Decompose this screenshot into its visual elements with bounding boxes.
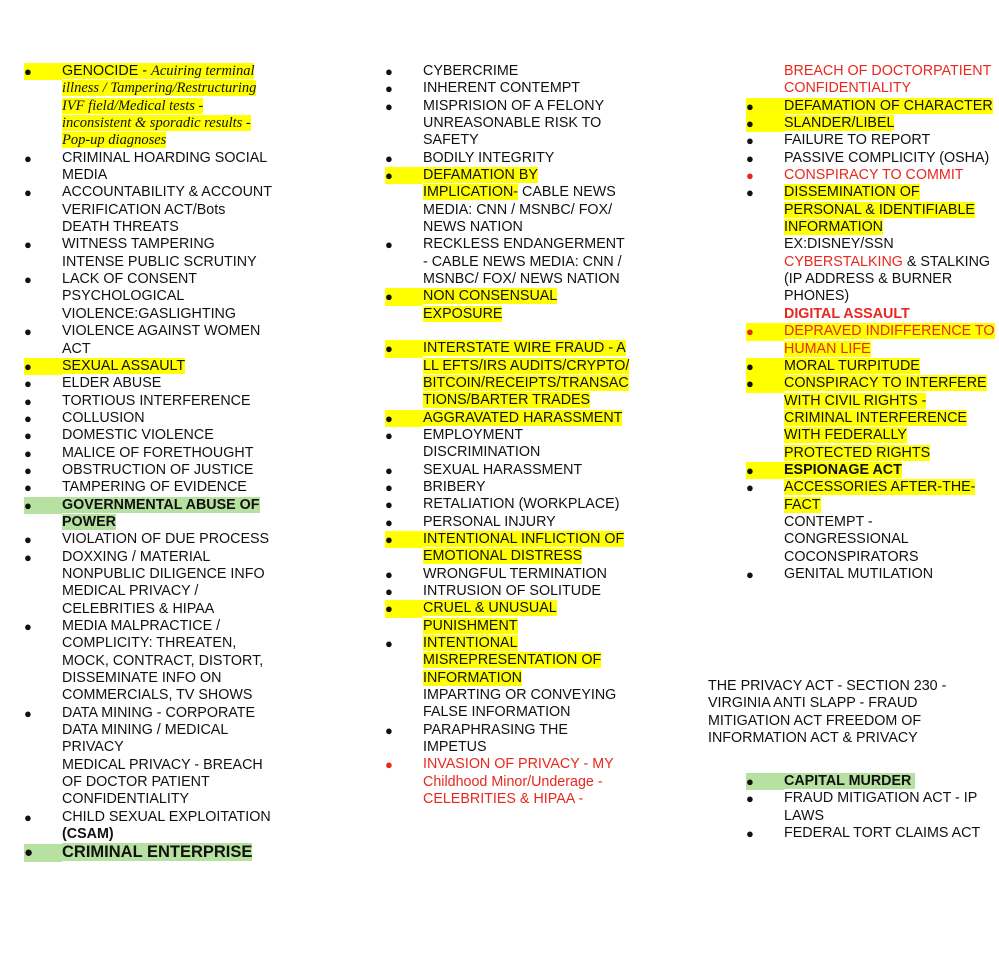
list-item-text: LACK OF CONSENT PSYCHOLOGICAL VIOLENCE:GASLIGHTING [62,271,236,322]
list-item-text: INTERSTATE WIRE FRAUD - ALL EFTS/IRS AUDITS/CRYPTO/BITCOIN/RECEIPTS/TRANSACTIONS/BARTER TRADES [423,340,630,409]
bullet: ● [24,844,62,861]
list-item-text: BREACH OF DOCTORPATIENT CONFIDENTIALITY [784,63,992,97]
list-item-text: BRIBERY [423,478,486,495]
bullet: ● [385,150,393,166]
list-item [746,150,996,167]
list-item-text: CABLE NEWS MEDIA: CNN / MSNBC/ FOX/ NEWS NATION [423,184,616,236]
bullet: ● [24,272,32,288]
list-item-text: CYBERCRIME [423,63,519,79]
privacy-act-paragraph: THE PRIVACY ACT - SECTION 230 - VIRGINIA ANTI SLAPP - FRAUD MITIGATION ACT FREEDOM OF INFORMATION ACT & PRIVACY [708,678,947,747]
list-item [385,150,630,167]
bullet: ● [385,600,423,617]
list-item-text: CONSPIRACY TO INTERFERE WITH CIVIL RIGHTS - CRIMINAL INTERFERENCE WITH FEDERALLY PROTECTED RIGHTS [784,375,987,461]
list-item-text: PERSONAL INJURY [423,513,556,530]
list-item-text: CHILD SEXUAL EXPLOITATION [62,808,271,825]
csam-label: (CSAM) [62,826,114,843]
list-item-continuation [24,583,274,618]
bullet: ● [24,705,32,721]
list-item [385,462,630,479]
list-item [24,150,274,185]
list-item [24,375,274,392]
bullet: ● [24,480,32,496]
list-item-non-consensual [385,288,630,323]
list-item [385,479,630,496]
list-item [24,427,274,444]
bullet: ● [746,185,754,201]
bullet: ● [746,773,784,790]
list-item [746,790,996,825]
list-item-criminal-enterprise [24,844,274,862]
list-item-text: INTENTIONAL INFLICTION OF EMOTIONAL DISTRESS [423,530,625,565]
bullet: ● [746,375,784,392]
bullet: ● [385,81,393,97]
bullet: ● [24,497,62,514]
list-item-text: BODILY INTEGRITY [423,149,555,166]
column-3-bottom [746,773,996,842]
column-3 [746,63,996,583]
list-item [24,410,274,427]
list-item [385,427,630,462]
bullet: ● [24,393,32,409]
bullet: ● [385,479,393,495]
list-item-text: INHERENT CONTEMPT [423,80,581,97]
bullet: ● [24,549,32,565]
list-item [385,63,630,80]
list-item-text: FAILURE TO REPORT [784,132,931,149]
list-item-text: OBSTRUCTION OF JUSTICE [62,461,254,478]
bullet: ● [746,98,784,115]
list-item-conspiracy-commit [746,167,996,184]
list-item-text: EMPLOYMENT DISCRIMINATION [423,426,541,461]
bullet: ● [385,583,393,599]
list-item-text: & STALKING (IP ADDRESS & BURNER PHONES) [784,253,991,305]
list-item-text: RETALIATION (WORKPLACE) [423,496,620,513]
list-item-text: NON CONSENSUAL EXPOSURE [423,288,558,322]
list-item-text: ELDER ABUSE [62,375,162,392]
list-item-text: EX:DISNEY/SSN [784,236,894,253]
bullet: ● [746,133,754,149]
list-item-invasion [385,756,630,808]
spacer [385,323,630,340]
bullet: ● [24,428,32,444]
list-item-text: TAMPERING OF EVIDENCE [62,479,247,496]
genocide-description: Acuiring terminal illness / Tampering/Restructuring IVF field/Medical tests - inconsistent & sporadic results - Pop-up diagnoses [62,63,257,149]
list-item-text: INTRUSION OF SOLITUDE [423,582,601,599]
bullet: ● [746,826,754,842]
bullet: ● [385,566,393,582]
digital-assault-text: DIGITAL ASSAULT [784,305,910,322]
list-item-aggravated [385,410,630,427]
list-item-wire-fraud [385,340,630,409]
bullet: ● [746,168,754,184]
list-item-text: SEXUAL ASSAULT [62,357,186,374]
list-item-text: AGGRAVATED HARASSMENT [423,409,623,426]
list-item-dissemination [746,184,996,236]
list-item-defamation-character [746,98,996,115]
list-item-text: MEDIA MALPRACTICE / COMPLICITY: THREATEN, MOCK, CONTRACT, DISTORT, DISSEMINATE INFO ON COMMERCIALS, TV SHOWS [62,618,264,704]
list-item-text: ESPIONAGE ACT [784,461,902,478]
list-item-text: SLANDER/LIBEL [784,115,895,132]
bullet: ● [385,636,393,651]
list-item-text: CRUEL & UNUSUAL PUNISHMENT [423,600,557,634]
list-item-text: FEDERAL TORT CLAIMS ACT [784,825,981,842]
list-item-text: MEDICAL PRIVACY / CELEBRITIES & HIPAA [62,583,215,617]
list-item-highlight-text: DEFAMATION BY IMPLICATION- [423,167,538,201]
list-item-misrepresentation [385,635,630,687]
list-item [24,184,274,236]
list-item-text: TORTIOUS INTERFERENCE [62,392,251,409]
list-item-genocide [24,63,274,150]
list-item [746,132,996,149]
list-item [24,618,274,705]
bullet: ● [385,340,423,357]
list-item-text: CRIMINAL HOARDING SOCIAL MEDIA [62,149,267,184]
bullet: ● [746,358,784,375]
bullet: ● [385,64,393,79]
list-item [385,496,630,513]
list-item-text: ACCOUNTABILITY & ACCOUNT VERIFICATION ACT/Bots DEATH THREATS [62,184,272,236]
bullet: ● [24,358,62,375]
list-item-text: WITNESS TAMPERING INTENSE PUBLIC SCRUTINY [62,236,257,270]
bullet: ● [746,462,784,479]
list-item-espionage [746,462,996,479]
bullet: ● [385,757,393,773]
list-item-text: MISPRISION OF A FELONY UNREASONABLE RISK TO SAFETY [423,97,604,149]
list-item-slander [746,115,996,132]
list-item-text: GENITAL MUTILATION [784,565,934,582]
list-item [385,566,630,583]
list-item-text: PASSIVE COMPLICITY (OSHA) [784,149,990,166]
list-item [24,479,274,496]
bullet: ● [385,410,423,427]
list-item-moral [746,358,996,375]
bullet: ● [385,167,423,184]
bullet: ● [746,480,754,496]
list-item-text: IMPARTING OR CONVEYING FALSE INFORMATION [423,687,617,721]
list-item [385,236,630,288]
list-item-text: ACCESSORIES AFTER-THE-FACT [784,479,976,513]
column-1 [24,63,274,863]
cyberstalking-text: CYBERSTALKING [784,253,903,270]
list-item-text: VIOLENCE AGAINST WOMEN ACT [62,323,261,357]
list-item-text: DOMESTIC VIOLENCE [62,427,214,444]
list-item-continuation [746,63,996,98]
bullet: ● [24,619,32,634]
list-item-iied [385,531,630,566]
list-item-text: VIOLATION OF DUE PROCESS [62,531,270,548]
bullet: ● [24,63,62,80]
list-item-text: CONTEMPT - CONGRESSIONAL COCONSPIRATORS [784,513,919,565]
bullet: ● [24,376,32,392]
list-item-text: DOXXING / MATERIAL NONPUBLIC DILIGENCE INFO [62,548,265,582]
list-item [24,705,274,757]
bullet: ● [746,150,754,166]
list-item-conspiracy-civil [746,375,996,462]
list-item-continuation [385,687,630,722]
bullet: ● [24,445,32,461]
list-item [385,514,630,531]
list-item-depraved [746,323,996,358]
list-item-accessories [746,479,996,514]
bullet: ● [24,237,32,253]
bullet: ● [385,531,423,548]
bullet: ● [385,497,393,513]
list-item-sexual-assault [24,358,274,375]
bullet: ● [746,323,784,340]
bullet: ● [24,324,32,340]
bullet: ● [746,791,754,807]
list-item [385,80,630,97]
list-item [24,462,274,479]
list-item-text: DEPRAVED INDIFFERENCE TO HUMAN LIFE [784,323,995,357]
list-item-text: PARAPHRASING THE IMPETUS [423,721,568,756]
bullet: ● [385,462,393,478]
list-item [24,809,274,844]
list-item [385,98,630,150]
bullet: ● [24,150,32,166]
list-item-cruel [385,600,630,635]
bullet: ● [24,462,32,478]
list-item-text: DISSEMINATION OF PERSONAL & IDENTIFIABLE INFORMATION [784,184,975,236]
list-item [385,583,630,600]
list-item-text: MEDICAL PRIVACY - BREACH OF DOCTOR PATIENT CONFIDENTIALITY [62,756,263,808]
bullet: ● [385,722,393,738]
list-item-text: RECKLESS ENDANGERMENT - CABLE NEWS MEDIA: CNN / MSNBC/ FOX/ NEWS NATION [423,236,625,288]
list-item [746,825,996,842]
list-item-gov-abuse [24,497,274,532]
list-item-text: SEXUAL HARASSMENT [423,461,583,478]
genocide-label: GENOCIDE - [62,63,151,79]
bullet: ● [385,237,393,253]
bullet: ● [385,98,393,114]
bullet: ● [24,809,32,825]
bullet: ● [24,185,32,201]
list-item-text: INVASION OF PRIVACY - MY Childhood Minor/Underage - CELEBRITIES & HIPAA - [423,756,614,808]
list-item-text: WRONGFUL TERMINATION [423,565,608,582]
bullet: ● [24,532,32,548]
bullet: ● [385,288,423,305]
list-item-continuation [746,236,996,253]
list-item-text: DATA MINING - CORPORATE DATA MINING / MEDICAL PRIVACY [62,704,256,756]
list-item-text: CRIMINAL ENTERPRISE [62,843,253,862]
list-item [24,531,274,548]
list-item-text: GOVERNMENTAL ABUSE OF POWER [62,496,260,530]
list-item [24,271,274,323]
list-item-text: MORAL TURPITUDE [784,357,920,374]
bullet: ● [24,410,32,426]
column-2 [385,63,630,808]
list-item [24,323,274,358]
list-item [24,393,274,410]
list-item-text: CAPITAL MURDER [784,773,915,789]
list-item-text: DEFAMATION OF CHARACTER [784,97,993,114]
list-item [24,236,274,271]
bullet: ● [385,514,393,530]
list-item [24,445,274,462]
list-item-capital-murder [746,773,996,790]
list-item-defamation-implication [385,167,630,236]
list-item-text: INTENTIONAL MISREPRESENTATION OF INFORMATION [423,635,602,686]
list-item-continuation [746,254,996,306]
list-item-text: FRAUD MITIGATION ACT - IP LAWS [784,790,978,824]
list-item-text: MALICE OF FORETHOUGHT [62,444,254,461]
list-item [746,566,996,583]
bullet: ● [385,427,393,443]
bullet: ● [746,115,784,132]
bullet: ● [746,566,754,582]
list-item-continuation [746,514,996,566]
list-item-text: CONSPIRACY TO COMMIT [784,167,964,184]
list-item [385,722,630,757]
list-item-text: COLLUSION [62,409,145,426]
list-item-continuation [24,757,274,809]
list-item [24,549,274,584]
list-item-continuation [746,306,996,323]
